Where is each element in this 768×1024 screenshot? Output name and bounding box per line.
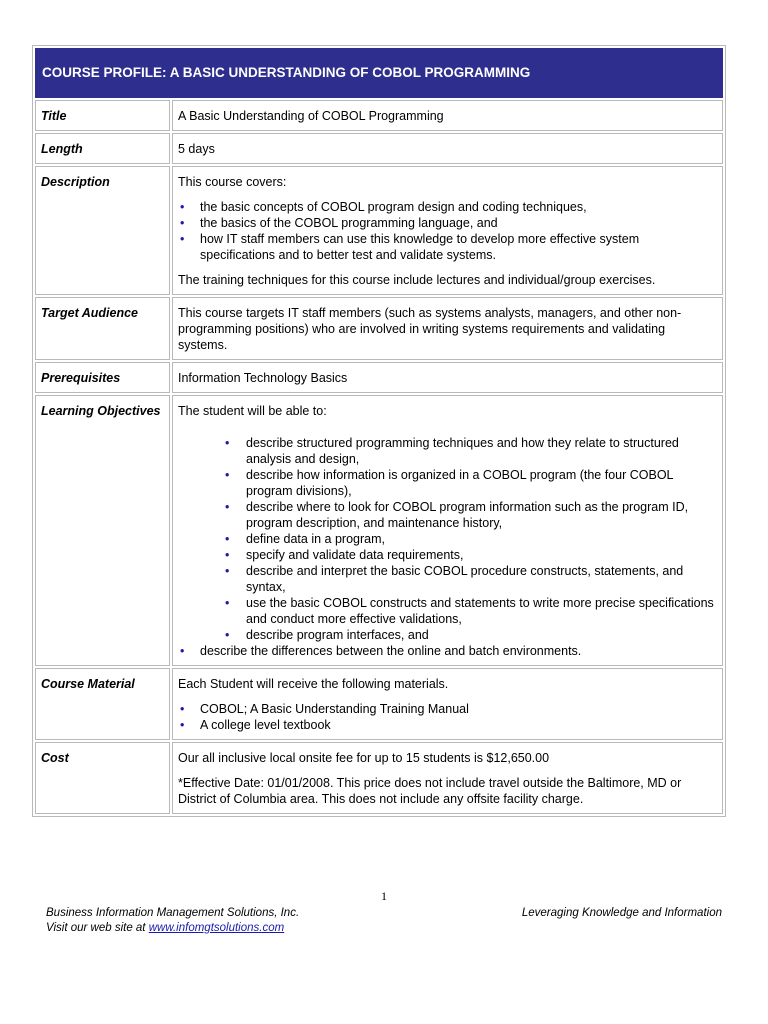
target-audience-label: Target Audience — [35, 297, 170, 360]
course-profile-table — [32, 45, 726, 817]
length-value: 5 days — [172, 133, 723, 164]
cost-note: *Effective Date: 01/01/2008. This price does not include travel outside the Baltimore, MD or District of Columbia area. This does not include any offsite facility charge. — [178, 776, 682, 806]
table-row — [35, 395, 723, 666]
title-value: A Basic Understanding of COBOL Programming — [172, 100, 723, 131]
list-item: • define data in a program, — [178, 531, 717, 547]
cost-fee: Our all inclusive local onsite fee for up to 15 students is $12,650.00 — [178, 751, 550, 765]
learning-objectives-intro: The student will be able to: — [178, 404, 327, 418]
footer-visit-line — [46, 921, 299, 936]
list-item: • describe and interpret the basic COBOL procedure constructs, statements, and syntax, — [178, 563, 717, 595]
table-header-row — [35, 48, 723, 98]
learning-objectives-list — [178, 435, 717, 643]
list-item: • describe program interfaces, and — [178, 627, 717, 643]
course-material-intro: Each Student will receive the following materials. — [178, 677, 449, 691]
prerequisites-label: Prerequisites — [35, 362, 170, 393]
list-item: • describe how information is organized in a COBOL program (the four COBOL program divisions), — [178, 467, 717, 499]
list-item: • the basic concepts of COBOL program design and coding techniques, — [178, 199, 717, 215]
website-link[interactable]: www.infomgtsolutions.com — [148, 922, 285, 934]
page-number: 1 — [381, 889, 387, 903]
title-label: Title — [35, 100, 170, 131]
description-intro: This course covers: — [178, 175, 287, 189]
description-cell — [172, 166, 723, 295]
list-item: • use the basic COBOL constructs and statements to write more precise specifications and conduct more effective validations, — [178, 595, 717, 627]
footer-company-block — [46, 906, 299, 936]
prerequisites-value: Information Technology Basics — [172, 362, 723, 393]
table-row — [35, 100, 723, 131]
list-item: • A college level textbook — [178, 717, 717, 733]
table-row — [35, 668, 723, 740]
cost-cell — [172, 742, 723, 814]
footer-company: Business Information Management Solutions, Inc. — [46, 907, 300, 919]
list-item: • the basics of the COBOL programming language, and — [178, 215, 717, 231]
learning-objectives-label: Learning Objectives — [35, 395, 170, 666]
target-audience-value: This course targets IT staff members (such as systems analysts, managers, and other non-programming positions) who are involved in writing systems requirements and validating systems. — [172, 297, 723, 360]
learning-objectives-cell — [172, 395, 723, 666]
table-row — [35, 742, 723, 814]
list-item: • specify and validate data requirements, — [178, 547, 717, 563]
footer-tagline: Leveraging Knowledge and Information — [521, 907, 722, 919]
course-material-list — [178, 701, 717, 733]
table-row — [35, 133, 723, 164]
table-row — [35, 297, 723, 360]
learning-objectives-last-list — [178, 643, 717, 659]
course-profile-heading: COURSE PROFILE: A BASIC UNDERSTANDING OF COBOL PROGRAMMING — [35, 48, 723, 98]
list-item: • how IT staff members can use this knowledge to develop more effective system specifications and to better test and validate systems. — [178, 231, 717, 263]
description-list — [178, 199, 717, 263]
table-row — [35, 362, 723, 393]
length-label: Length — [35, 133, 170, 164]
footer-visit-prefix: Visit our web site at — [46, 922, 149, 934]
list-item: • describe where to look for COBOL program information such as the program ID, program description, and maintenance history, — [178, 499, 717, 531]
list-item: • describe the differences between the online and batch environments. — [178, 643, 717, 659]
description-label: Description — [35, 166, 170, 295]
description-outro: The training techniques for this course include lectures and individual/group exercises. — [178, 273, 656, 287]
cost-label: Cost — [35, 742, 170, 814]
course-material-label: Course Material — [35, 668, 170, 740]
list-item: • describe structured programming techniques and how they relate to structured analysis and design, — [178, 435, 717, 467]
table-row — [35, 166, 723, 295]
list-item: • COBOL; A Basic Understanding Training Manual — [178, 701, 717, 717]
course-material-cell — [172, 668, 723, 740]
